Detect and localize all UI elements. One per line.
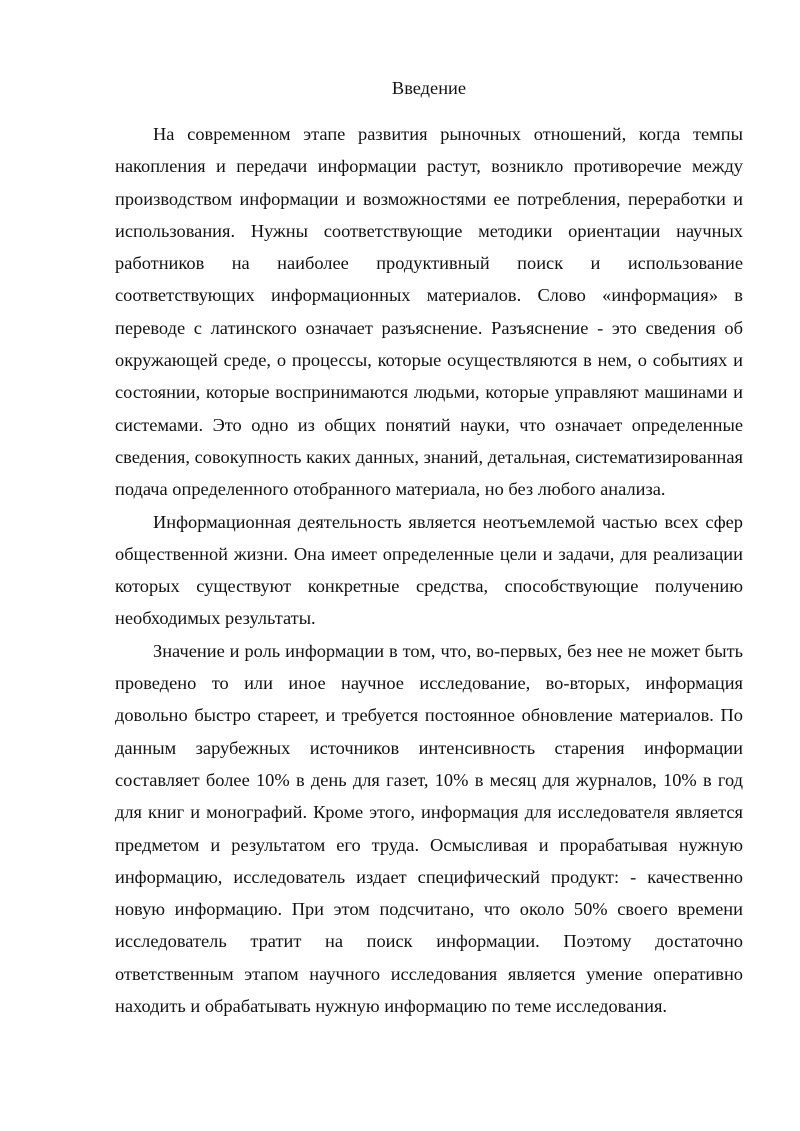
paragraph-3: Значение и роль информации в том, что, во-первых, без нее не может быть проведено то или иное научное исследование, во-вторых, информация довольно быстро стареет, и требуется постоянное обновление материалов. По данным зарубежных источников интенсивность старения информации составляет более 10% в день для газет, 10% в месяц для журналов, 10% в год для книг и монографий. Кроме этого, информация для исследователя является предметом и результатом его труда. Осмысливая и прорабатывая нужную информацию, исследователь издает специфический продукт: - качественно новую информацию. При этом подсчитано, что около 50% своего времени исследователь тратит на поиск информации. Поэтому достаточно ответственным этапом научного исследования является умение оперативно находить и обрабатывать нужную информацию по теме исследования. <box>115 640 743 1017</box>
paragraph-1: На современном этапе развития рыночных отношений, когда темпы накопления и передачи информации растут, возникло противоречие между производством информации и возможностями ее потребления, переработки и использования. Нужны соответствующие методики ориентации научных работников на наиболее продуктивный поиск и использование соответствующих информационных материалов. Слово «информация» в переводе с латинского означает разъяснение. Разъяснение - это сведения об окружающей среде, о процессы, которые осуществляются в нем, о событиях и состоянии, которые воспринимаются людьми, которые управляют машинами и системами. Это одно из общих понятий науки, что означает определенные сведения, совокупность каких данных, знаний, детальная, систематизированная подача определенного отобранного материала, но без любого анализа. <box>115 124 743 500</box>
page-title: Введение <box>391 78 467 98</box>
document-body <box>115 118 743 1022</box>
paragraph-2: Информационная деятельность является неотъемлемой частью всех сфер общественной жизни. Она имеет определенные цели и задачи, для реализации которых существуют конкретные средства, способствующие получению необходимых результаты. <box>115 511 743 629</box>
